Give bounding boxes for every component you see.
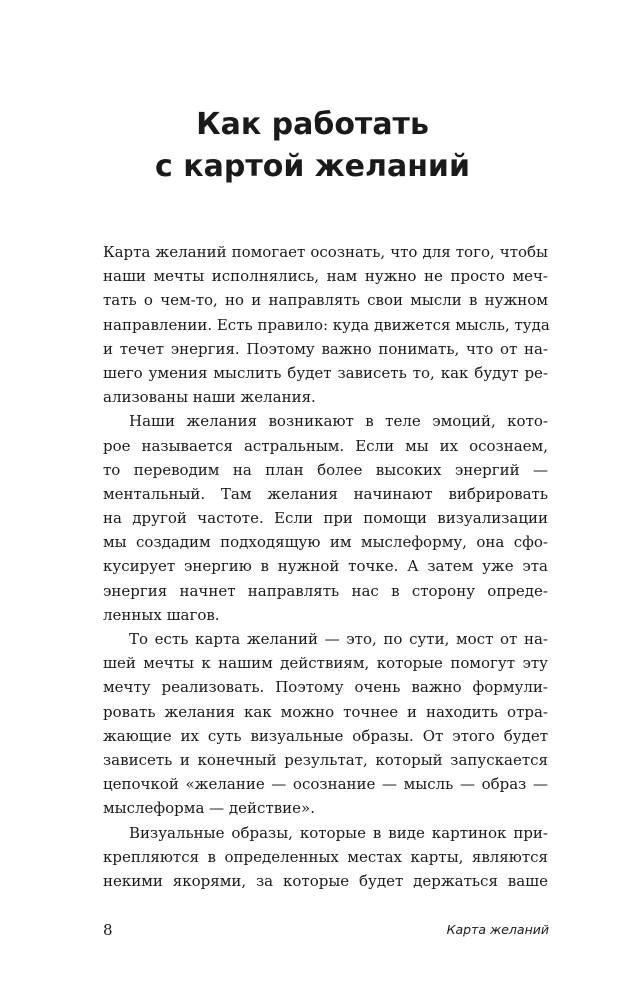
text-line: мечту реализовать. Поэтому очень важно формули- [103,678,548,697]
text-line: шей мечты к нашим действиям, которые помогут эту [103,654,548,673]
text-line: шего умения мыслить будет зависеть то, как будут ре- [103,363,548,382]
text-line: мыслеформа — действие». [103,799,316,818]
text-line: то переводим на план более высоких энергий — [103,460,548,479]
chapter-title-line-2: с картой желаний [155,149,470,184]
text-line: То есть карта желаний — это, по сути, мост от на- [129,630,548,648]
page-number: 8 [103,921,113,939]
chapter-title-line-1: Как работать [196,107,429,142]
text-line: направлении. Есть правило: куда движется мысль, туда [103,315,550,334]
text-line: энергия начнет направлять нас в сторону опреде- [103,581,548,600]
text-line: мы создадим подходящую им мыслеформу, она сфо- [103,533,548,552]
text-line: цепочкой «желание — осознание — мысль — образ — [103,775,548,794]
text-line: кусирует энергию в нужной точке. А затем уже эта [103,557,548,576]
text-line: ализованы наши желания. [103,388,316,407]
text-line: жающие их суть визуальные образы. От этого будет [103,726,548,745]
text-line: на другой частоте. Если при помощи визуализации [103,509,548,528]
chapter-title [0,104,625,188]
text-line: наши мечты исполнялись, нам нужно не просто меч- [103,267,548,286]
text-line: ленных шагов. [103,605,220,624]
text-line: крепляются в определенных местах карты, являются [103,847,548,866]
text-line: Наши желания возникают в теле эмоций, кото- [129,412,548,431]
text-line: ментальный. Там желания начинают вибрировать [103,484,548,503]
text-line: тать о чем-то, но и направлять свои мысли в нужном [103,291,548,310]
text-line: зависеть и конечный результат, который запускается [103,750,548,769]
text-line: некими якорями, за которые будет держаться ваше [103,871,548,890]
text-line: и течет энергия. Поэтому важно понимать, что от на- [103,339,548,358]
running-title: Карта желаний [446,922,549,937]
text-line: ровать желания как можно точнее и находить отра- [103,702,548,721]
body-text [103,240,548,893]
text-line: Карта желаний помогает осознать, что для того, чтобы [103,243,548,261]
text-line: Визуальные образы, которые в виде картинок при- [129,823,548,842]
paragraph [103,409,548,627]
text-line: рое называется астральным. Если мы их осознаем, [103,436,548,455]
paragraph [103,821,548,894]
paragraph [103,627,548,821]
paragraph [103,240,548,409]
